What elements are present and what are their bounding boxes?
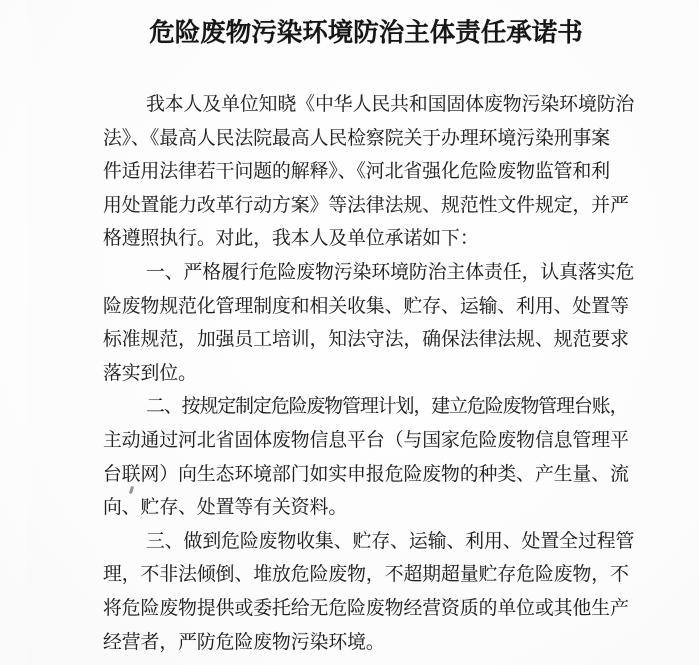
document-line: 主动通过河北省固体废物信息平台（与国家危险废物信息管理平 [103, 429, 629, 451]
document-line: 落实到位。 [103, 362, 197, 384]
document-line: 我本人及单位知晓《中华人民共和国固体废物污染环境防治 [146, 94, 635, 115]
paragraph-item-2 [103, 390, 631, 524]
document-body [103, 88, 635, 659]
document-line: 三、做到危险废物收集、贮存、运输、利用、处置全过程管 [146, 530, 635, 552]
document-line: 用处置能力改革行动方案》等法律法规、规范性文件规定，并严 [103, 194, 629, 216]
document-line: 台联网）向生态环境部门如实申报危险废物的种类、产生量、流 [103, 463, 629, 485]
paragraph-intro [103, 88, 635, 256]
document-line: 险废物规范化管理制度和相关收集、贮存、运输、利用、处置等 [103, 295, 629, 317]
document-line: 将危险废物提供或委托给无危险废物经营资质的单位或其他生产 [103, 597, 629, 619]
document-line: 一、严格履行危险废物污染环境防治主体责任，认真落实危 [146, 261, 635, 283]
document-line: 格遵照执行。对此，我本人及单位承诺如下： [103, 228, 479, 250]
document-line: 经营者，严防危险废物污染环境。 [103, 631, 385, 653]
document-line: 标准规范，加强员工培训，知法守法，确保法律法规、规范要求 [103, 329, 629, 351]
document-line: 件适用法律若干问题的解释》、《河北省强化危险废物监管和利 [103, 161, 611, 183]
paragraph-item-3 [103, 525, 635, 659]
document-line: 理，不非法倾倒、堆放危险废物，不超期超量贮存危险废物，不 [103, 564, 629, 586]
document-title: 危险废物污染环境防治主体责任承诺书 [149, 18, 583, 47]
document-line: 向、贮存、处置等有关资料。 [103, 497, 348, 519]
paragraph-item-1 [103, 256, 635, 390]
document-line: 法》、《最高人民法院最高人民检察院关于办理环境污染刑事案 [103, 127, 611, 149]
document-line: 二、按规定制定危险废物管理计划，建立危险废物管理台账， [146, 396, 628, 418]
